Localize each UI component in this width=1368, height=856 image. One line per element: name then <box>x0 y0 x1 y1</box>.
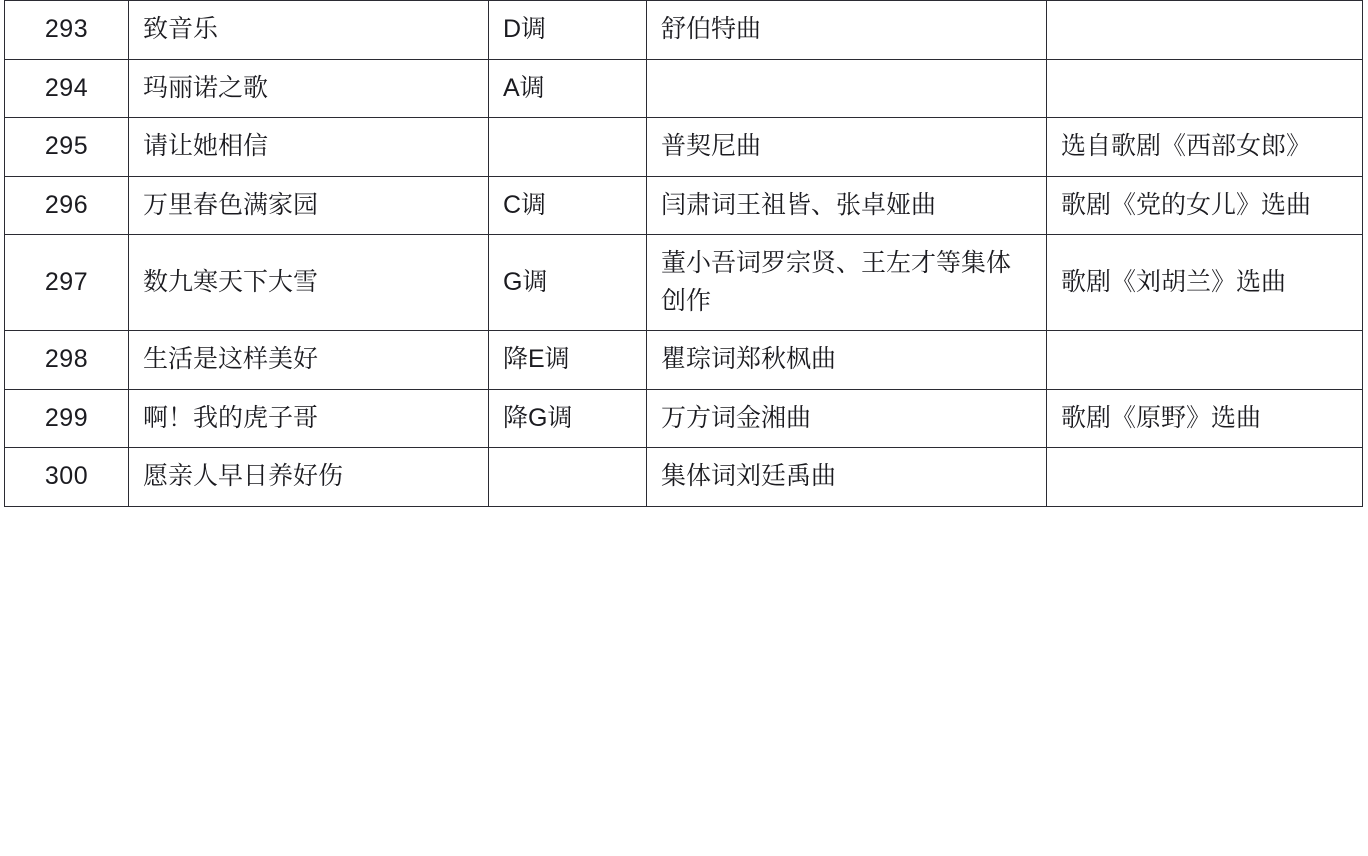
cell-number: 293 <box>5 1 129 60</box>
cell-key: D调 <box>489 1 647 60</box>
cell-title: 生活是这样美好 <box>129 331 489 390</box>
cell-title: 愿亲人早日养好伤 <box>129 448 489 507</box>
cell-author: 舒伯特曲 <box>647 1 1047 60</box>
cell-number: 296 <box>5 176 129 235</box>
cell-key <box>489 118 647 177</box>
table-row <box>5 1 1363 60</box>
table-row <box>5 59 1363 118</box>
cell-author: 董小吾词罗宗贤、王左才等集体创作 <box>647 235 1047 331</box>
cell-title: 请让她相信 <box>129 118 489 177</box>
cell-note <box>1047 331 1363 390</box>
cell-note <box>1047 59 1363 118</box>
cell-key: A调 <box>489 59 647 118</box>
table-row <box>5 389 1363 448</box>
cell-title: 致音乐 <box>129 1 489 60</box>
cell-author: 万方词金湘曲 <box>647 389 1047 448</box>
page-bottom-margin <box>0 507 1368 521</box>
cell-author <box>647 59 1047 118</box>
cell-number: 299 <box>5 389 129 448</box>
table-row <box>5 235 1363 331</box>
cell-author: 普契尼曲 <box>647 118 1047 177</box>
cell-note <box>1047 448 1363 507</box>
cell-key: G调 <box>489 235 647 331</box>
cell-key: 降E调 <box>489 331 647 390</box>
cell-title: 玛丽诺之歌 <box>129 59 489 118</box>
cell-number: 294 <box>5 59 129 118</box>
cell-key: 降G调 <box>489 389 647 448</box>
song-list-table <box>4 0 1363 507</box>
cell-note: 选自歌剧《西部女郎》 <box>1047 118 1363 177</box>
cell-note: 歌剧《刘胡兰》选曲 <box>1047 235 1363 331</box>
cell-note <box>1047 1 1363 60</box>
cell-note: 歌剧《党的女儿》选曲 <box>1047 176 1363 235</box>
cell-number: 297 <box>5 235 129 331</box>
cell-number: 295 <box>5 118 129 177</box>
cell-number: 300 <box>5 448 129 507</box>
cell-key <box>489 448 647 507</box>
cell-title: 万里春色满家园 <box>129 176 489 235</box>
cell-number: 298 <box>5 331 129 390</box>
cell-title: 数九寒天下大雪 <box>129 235 489 331</box>
table-body <box>5 1 1363 507</box>
cell-author: 瞿琮词郑秋枫曲 <box>647 331 1047 390</box>
table-row <box>5 118 1363 177</box>
table-row <box>5 331 1363 390</box>
cell-key: C调 <box>489 176 647 235</box>
cell-author: 集体词刘廷禹曲 <box>647 448 1047 507</box>
table-row <box>5 176 1363 235</box>
table-row <box>5 448 1363 507</box>
cell-title: 啊！我的虎子哥 <box>129 389 489 448</box>
cell-note: 歌剧《原野》选曲 <box>1047 389 1363 448</box>
cell-author: 闫肃词王祖皆、张卓娅曲 <box>647 176 1047 235</box>
